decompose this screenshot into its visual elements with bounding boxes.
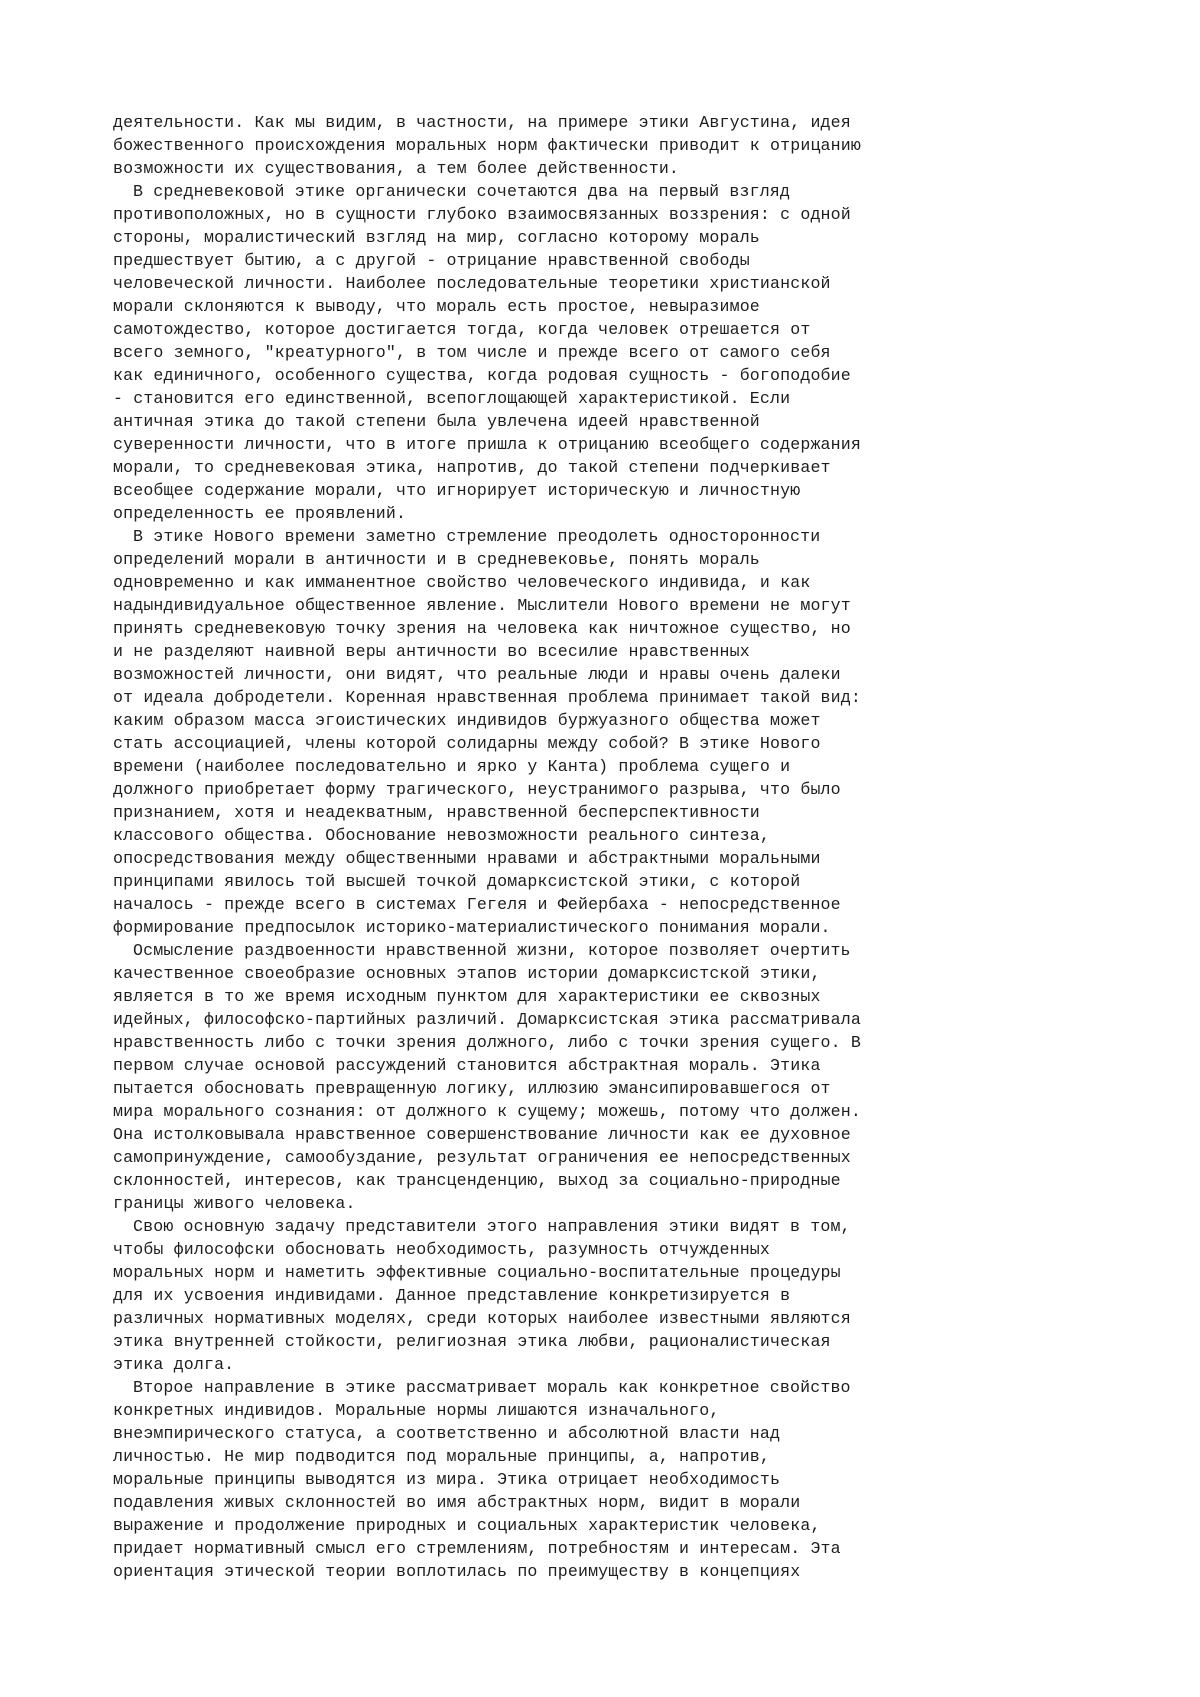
text-line: суверенности личности, что в итоге пришла к отрицанию всеобщего содержания xyxy=(113,435,861,454)
text-line: Второе направление в этике рассматривает мораль как конкретное свойство xyxy=(133,1378,851,1397)
text-line: деятельности. Как мы видим, в частности, на примере этики Августина, идея xyxy=(113,113,851,132)
text-line: этика долга. xyxy=(113,1355,235,1374)
text-line: моральные принципы выводятся из мира. Этика отрицает необходимость xyxy=(113,1470,781,1489)
text-line: человеческой личности. Наиболее последовательные теоретики христианской xyxy=(113,274,831,293)
text-line: является в то же время исходным пунктом для характеристики ее сквозных xyxy=(113,987,821,1006)
text-line: чтобы философски обосновать необходимость, разумность отчужденных xyxy=(113,1240,771,1259)
text-line: опосредствования между общественными нравами и абстрактными моральными xyxy=(113,849,821,868)
text-line: всеобщее содержание морали, что игнорирует историческую и личностную xyxy=(113,481,801,500)
text-line: идейных, философско-партийных различий. Домарксистская этика рассматривала xyxy=(113,1010,861,1029)
text-line: ориентация этической теории воплотилась по преимуществу в концепциях xyxy=(113,1562,801,1581)
text-line: мира морального сознания: от должного к сущему; можешь, потому что должен. xyxy=(113,1102,861,1121)
text-line: для их усвоения индивидами. Данное представление конкретизируется в xyxy=(113,1286,791,1305)
paragraph xyxy=(113,939,1113,1215)
text-line: божественного происхождения моральных норм фактически приводит к отрицанию xyxy=(113,136,861,155)
text-line: принять средневековую точку зрения на человека как ничтожное существо, но xyxy=(113,619,851,638)
text-line: надындивидуальное общественное явление. Мыслители Нового времени не могут xyxy=(113,596,851,615)
text-line: началось - прежде всего в системах Гегеля и Фейербаха - непосредственное xyxy=(113,895,841,914)
text-line: этика внутренней стойкости, религиозная этика любви, рационалистическая xyxy=(113,1332,831,1351)
text-line: различных нормативных моделях, среди которых наиболее известными являются xyxy=(113,1309,851,1328)
paragraph xyxy=(113,1215,1113,1376)
text-line: каким образом масса эгоистических индивидов буржуазного общества может xyxy=(113,711,821,730)
text-line: подавления живых склонностей во имя абстрактных норм, видит в морали xyxy=(113,1493,801,1512)
text-line: античная этика до такой степени была увлечена идеей нравственной xyxy=(113,412,760,431)
text-line: определений морали в античности и в средневековье, понять мораль xyxy=(113,550,760,569)
text-line: внеэмпирического статуса, а соответственно и абсолютной власти над xyxy=(113,1424,781,1443)
paragraph xyxy=(113,180,1113,525)
text-line: от идеала добродетели. Коренная нравственная проблема принимает такой вид: xyxy=(113,688,861,707)
text-line: возможности их существования, а тем более действенности. xyxy=(113,159,680,178)
text-line: Она истолковывала нравственное совершенствование личности как ее духовное xyxy=(113,1125,851,1144)
text-line: самотождество, которое достигается тогда, когда человек отрешается от xyxy=(113,320,811,339)
text-line: морали, то средневековая этика, напротив, до такой степени подчеркивает xyxy=(113,458,831,477)
text-line: принципами явилось той высшей точкой домарксистской этики, с которой xyxy=(113,872,801,891)
text-line: признанием, хотя и неадекватным, нравственной бесперспективности xyxy=(113,803,760,822)
text-line: границы живого человека. xyxy=(113,1194,356,1213)
text-line: формирование предпосылок историко-материалистического понимания морали. xyxy=(113,918,831,937)
text-line: самопринуждение, самообуздание, результат ограничения ее непосредственных xyxy=(113,1148,851,1167)
text-line: придает нормативный смысл его стремлениям, потребностям и интересам. Эта xyxy=(113,1539,841,1558)
text-line: моральных норм и наметить эффективные социально-воспитательные процедуры xyxy=(113,1263,841,1282)
text-line: конкретных индивидов. Моральные нормы лишаются изначального, xyxy=(113,1401,720,1420)
text-line: как единичного, особенного существа, когда родовая сущность - богоподобие xyxy=(113,366,851,385)
text-line: классового общества. Обоснование невозможности реального синтеза, xyxy=(113,826,771,845)
text-line: нравственность либо с точки зрения должного, либо с точки зрения сущего. В xyxy=(113,1033,861,1052)
paragraph xyxy=(113,1376,1113,1583)
text-line: и не разделяют наивной веры античности во всесилие нравственных xyxy=(113,642,750,661)
text-line: склонностей, интересов, как трансценденцию, выход за социально-природные xyxy=(113,1171,841,1190)
body-text xyxy=(113,111,1113,1583)
text-line: - становится его единственной, всепоглощающей характеристикой. Если xyxy=(113,389,791,408)
text-line: В средневековой этике органически сочетаются два на первый взгляд xyxy=(133,182,791,201)
text-line: возможностей личности, они видят, что реальные люди и нравы очень далеки xyxy=(113,665,841,684)
text-line: морали склоняются к выводу, что мораль есть простое, невыразимое xyxy=(113,297,760,316)
text-line: первом случае основой рассуждений становится абстрактная мораль. Этика xyxy=(113,1056,821,1075)
text-line: времени (наиболее последовательно и ярко у Канта) проблема сущего и xyxy=(113,757,791,776)
text-line: стороны, моралистический взгляд на мир, согласно которому мораль xyxy=(113,228,760,247)
text-line: предшествует бытию, а с другой - отрицание нравственной свободы xyxy=(113,251,750,270)
text-line: выражение и продолжение природных и социальных характеристик человека, xyxy=(113,1516,821,1535)
text-line: Осмысление раздвоенности нравственной жизни, которое позволяет очертить xyxy=(133,941,851,960)
text-line: личностью. Не мир подводится под моральные принципы, а, напротив, xyxy=(113,1447,771,1466)
text-line: одновременно и как имманентное свойство человеческого индивида, и как xyxy=(113,573,811,592)
text-line: определенность ее проявлений. xyxy=(113,504,407,523)
text-line: В этике Нового времени заметно стремление преодолеть односторонности xyxy=(133,527,821,546)
text-line: качественное своеобразие основных этапов истории домарксистской этики, xyxy=(113,964,821,983)
text-line: всего земного, "креатурного", в том числе и прежде всего от самого себя xyxy=(113,343,831,362)
paragraph xyxy=(113,111,1113,180)
paragraph xyxy=(113,525,1113,939)
text-line: Свою основную задачу представители этого направления этики видят в том, xyxy=(133,1217,851,1236)
text-line: противоположных, но в сущности глубоко взаимосвязанных воззрения: с одной xyxy=(113,205,851,224)
text-line: должного приобретает форму трагического, неустранимого разрыва, что было xyxy=(113,780,841,799)
text-line: стать ассоциацией, члены которой солидарны между собой? В этике Нового xyxy=(113,734,821,753)
text-line: пытается обосновать превращенную логику, иллюзию эмансипировавшегося от xyxy=(113,1079,831,1098)
